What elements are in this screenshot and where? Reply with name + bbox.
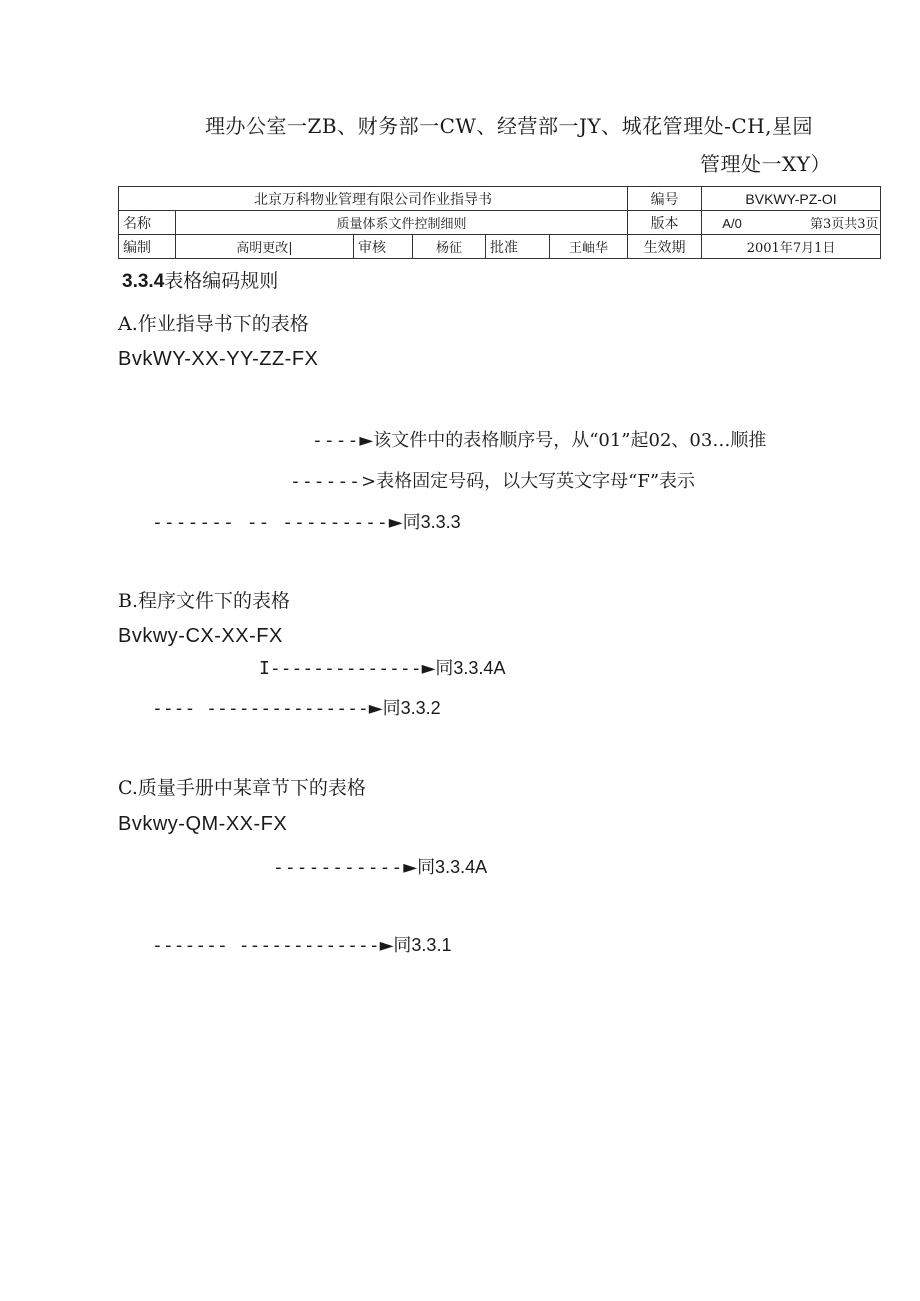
subsection-b-title: B.程序文件下的表格 <box>118 590 291 612</box>
subsection-a-title: A.作业指导书下的表格 <box>118 313 309 335</box>
arrow-head-icon: ► <box>403 857 418 878</box>
version-label: 版本 <box>628 211 702 235</box>
section-title: 表格编码规则 <box>164 270 279 292</box>
name-label: 名称 <box>119 211 176 235</box>
page-value: 第3页共3页 <box>809 217 879 232</box>
subsection-a-code: BvkWY-XX-YY-ZZ-FX <box>118 348 319 370</box>
arrow-dash: ------- ------------- <box>152 935 380 956</box>
arrow-dash: ----------- <box>273 857 404 878</box>
effective-label: 生效期 <box>628 235 702 259</box>
arrow-text: 表格固定号码，以大写英文字母“F”表示 <box>376 471 696 492</box>
document-header-table <box>118 186 881 259</box>
arrow-dash: ---- --------------- <box>152 698 369 719</box>
effective-value: 2001年7月1日 <box>702 235 881 259</box>
arrow-line <box>259 654 505 680</box>
company-title: 北京万科物业管理有限公司作业指导书 <box>119 187 628 211</box>
version-value: A/0 <box>722 216 742 231</box>
header-row-title <box>119 187 881 211</box>
subsection-c-title: C.质量手册中某章节下的表格 <box>118 777 366 799</box>
author-label: 编制 <box>119 235 176 259</box>
arrow-dash: ------ <box>290 471 362 492</box>
header-row-sign <box>119 235 881 259</box>
arrow-line <box>290 467 695 493</box>
section-heading <box>122 266 278 293</box>
arrow-head-icon: ► <box>359 430 374 451</box>
subsection-b-code: Bvkwy-CX-XX-FX <box>118 625 283 647</box>
number-label: 编号 <box>628 187 702 211</box>
arrow-line <box>273 853 487 879</box>
author-value: 高明更改| <box>176 235 354 259</box>
arrow-head-icon: ► <box>379 935 394 956</box>
review-value: 杨征 <box>413 235 486 259</box>
intro-line-2: 管理处一XY） <box>700 152 831 176</box>
version-page-cell <box>702 211 881 235</box>
review-label: 审核 <box>354 235 413 259</box>
arrow-text: 该文件中的表格顺序号，从“01”起02、03…顺推 <box>373 430 767 451</box>
arrow-line <box>152 694 441 720</box>
number-value: BVKWY-PZ-OI <box>702 187 881 211</box>
arrow-head-icon: > <box>361 471 377 492</box>
subsection-c-code: Bvkwy-QM-XX-FX <box>118 813 288 835</box>
arrow-head-icon: ► <box>368 698 383 719</box>
arrow-line <box>152 931 451 957</box>
approve-value: 王岫华 <box>550 235 628 259</box>
header-row-name <box>119 211 881 235</box>
arrow-text: 同3.3.4A <box>417 857 488 877</box>
arrow-text: 同3.3.1 <box>393 935 452 955</box>
arrow-text: 同3.3.2 <box>382 698 441 718</box>
arrow-dash: ------- -- --------- <box>152 512 389 533</box>
arrow-dash: I-------------- <box>259 658 422 679</box>
section-number: 3.3.4 <box>122 271 165 292</box>
arrow-line <box>312 426 766 452</box>
arrow-head-icon: ► <box>388 512 403 533</box>
arrow-line <box>152 508 461 534</box>
intro-line-1: 理办公室一ZB、财务部一CW、经营部一JY、城花管理处-CH,星园 <box>205 114 814 138</box>
arrow-text: 同3.3.3 <box>402 512 461 532</box>
arrow-head-icon: ► <box>421 658 436 679</box>
approve-label: 批准 <box>486 235 550 259</box>
name-value: 质量体系文件控制细则 <box>176 211 628 235</box>
arrow-text: 同3.3.4A <box>435 658 506 678</box>
arrow-dash: ---- <box>312 430 360 451</box>
